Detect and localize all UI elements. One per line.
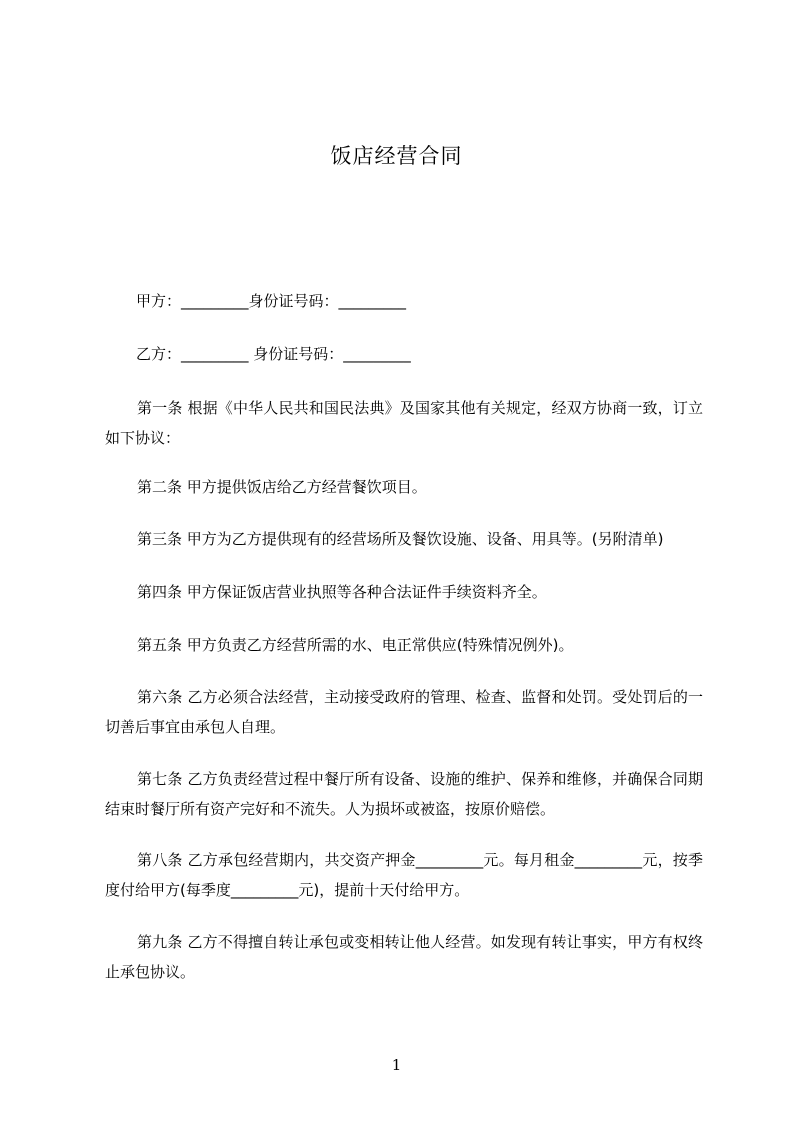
article-8: 第八条 乙方承包经营期内，共交资产押金_________元。每月租金_________元，按季度付给甲方(每季度_________元)，提前十天付给甲方。 xyxy=(105,851,703,899)
article-5: 第五条 甲方负责乙方经营所需的水、电正常供应(特殊情况例外)。 xyxy=(137,636,574,654)
article-7: 第七条 乙方负责经营过程中餐厅所有设备、设施的维护、保养和维修，并确保合同期结束时餐厅所有资产完好和不流失。人为损坏或被盗，按原价赔偿。 xyxy=(105,770,703,818)
party-a-line: 甲方：_________身份证号码：_________ xyxy=(136,292,407,310)
article-9: 第九条 乙方不得擅自转让承包或变相转让他人经营。如发现有转让事实，甲方有权终止承包协议。 xyxy=(105,933,703,981)
article-6: 第六条 乙方必须合法经营，主动接受政府的管理、检查、监督和处罚。受处罚后的一切善后事宜由承包人自理。 xyxy=(105,688,703,736)
article-2: 第二条 甲方提供饭店给乙方经营餐饮项目。 xyxy=(137,478,427,496)
document-title: 饭店经营合同 xyxy=(330,144,463,168)
article-1: 第一条 根据《中华人民共和国民法典》及国家其他有关规定，经双方协商一致，订立如下协议： xyxy=(105,399,703,447)
page-number: 1 xyxy=(391,1056,402,1074)
article-4: 第四条 甲方保证饭店营业执照等各种合法证件手续资料齐全。 xyxy=(137,583,547,601)
party-b-line: 乙方：_________ 身份证号码：_________ xyxy=(136,345,411,363)
article-3: 第三条 甲方为乙方提供现有的经营场所及餐饮设施、设备、用具等。(另附清单) xyxy=(137,530,664,548)
